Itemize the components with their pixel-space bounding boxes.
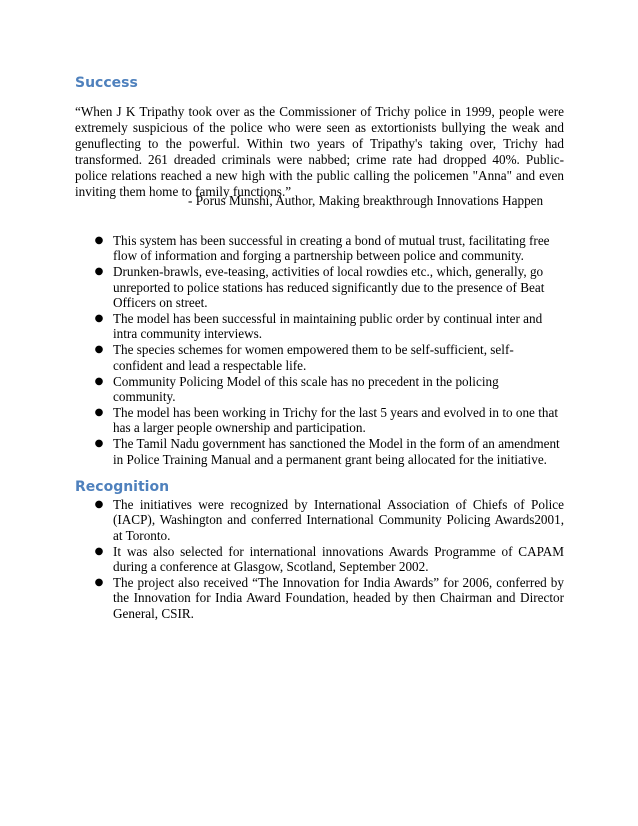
bullet-icon: ● (94, 545, 104, 557)
success-quote: “When J K Tripathy took over as the Commissioner of Trichy police in 1999, people were extremely suspicious of the police who were seen as extortionists bullying the weak and genuflecting to the powerful. Within two years of Tripathy's taking over, Trichy had transformed. 261 dreaded criminals were nabbed; crime rate had dropped 40%. Public-police relations reached a new high with the public calling the policemen "Anna" and even inviting them home to family functions.” (75, 104, 564, 199)
recognition-bullet-list (92, 497, 564, 622)
list-item (92, 544, 564, 575)
bullet-icon: ● (94, 313, 104, 325)
list-item-text: The initiatives were recognized by International Association of Chiefs of Police (IACP), Washington and conferred International Community Policing Awards2001, at Toronto. (113, 497, 564, 543)
list-item-text: Drunken-brawls, eve-teasing, activities of local rowdies etc., which, generally, go unreported to police stations has reduced significantly due to the presence of Beat Officers on street. (113, 264, 545, 311)
list-item (92, 233, 562, 264)
bullet-icon: ● (94, 577, 104, 589)
list-item-text: The model has been working in Trichy for the last 5 years and evolved in to one that has a larger people ownership and participation. (113, 404, 558, 436)
list-item-text: This system has been successful in creating a bond of mutual trust, facilitating free flow of information and forging a partnership between police and community. (113, 233, 550, 264)
list-item (92, 342, 562, 373)
bullet-icon: ● (94, 266, 104, 278)
bullet-icon: ● (94, 235, 104, 246)
list-item (92, 311, 562, 342)
list-item (92, 497, 564, 543)
bullet-icon: ● (94, 375, 104, 387)
list-item-text: Community Policing Model of this scale has no precedent in the policing community. (113, 373, 499, 405)
success-bullet-list (92, 233, 562, 468)
bullet-icon: ● (94, 438, 104, 450)
bullet-icon: ● (94, 344, 104, 356)
list-item (92, 436, 562, 467)
list-item (92, 575, 564, 621)
list-item-text: The species schemes for women empowered them to be self-sufficient, self-confident and lead a respectable life. (113, 342, 514, 373)
list-item-text: It was also selected for international innovations Awards Programme of CAPAM during a conference at Glasgow, Scotland, September 2002. (113, 543, 564, 575)
list-item (92, 264, 562, 310)
list-item (92, 405, 562, 436)
quote-attribution: - Porus Munshi, Author, Making breakthrough Innovations Happen (188, 193, 544, 208)
list-item (92, 374, 562, 405)
list-item-text: The model has been successful in maintaining public order by continual inter and intra community interviews. (113, 311, 543, 342)
list-item-text: The project also received “The Innovation for India Awards” for 2006, conferred by the Innovation for India Award Foundation, headed by then Chairman and Director General, CSIR. (113, 575, 564, 621)
list-item-text: The Tamil Nadu government has sanctioned the Model in the form of an amendment in Police Training Manual and a permanent grant being allocated for the initiative. (113, 436, 560, 467)
recognition-heading: Recognition (75, 479, 170, 495)
bullet-icon: ● (94, 499, 104, 510)
success-heading: Success (75, 75, 138, 91)
bullet-icon: ● (94, 406, 104, 418)
